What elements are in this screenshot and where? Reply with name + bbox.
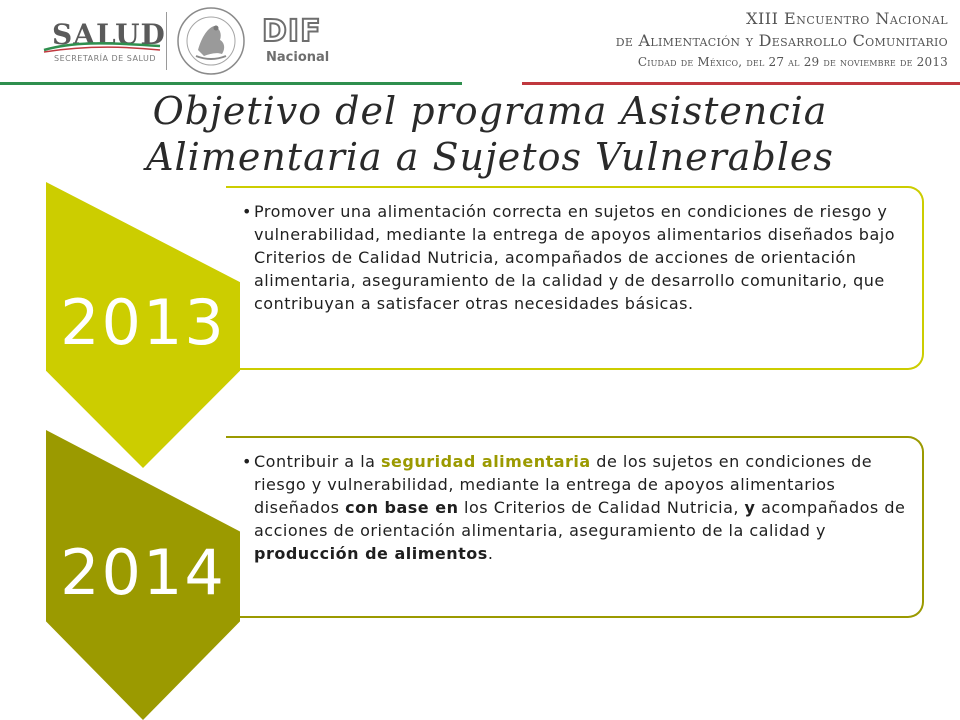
objective-2014-part-3: de los sujetos en condiciones de riesgo y vulnerabilidad, mediante la entrega de apoyos alimentarios diseñados: [254, 452, 873, 517]
dif-logo-name: DIF: [262, 14, 322, 49]
salud-logo-subtitle: SECRETARÍA DE SALUD: [54, 54, 157, 63]
year-label-2014: 2014: [60, 536, 226, 609]
objective-box-2013: [226, 186, 924, 370]
event-info: [518, 8, 948, 72]
page-title-line-1: Objetivo del programa Asistencia: [152, 89, 828, 133]
salud-logo-name: SALUD: [52, 18, 166, 51]
page-title-line-2: Alimentaria a Sujetos Vulnerables: [146, 135, 834, 179]
bold-y: y: [744, 498, 756, 517]
header-green-bar: [0, 82, 462, 85]
objective-2014-part-9: .: [487, 544, 494, 563]
event-date-location: Ciudad de México, del 27 al 29 de noviembre de 2013: [637, 55, 948, 69]
objective-2014-part-5: los Criterios de Calidad Nutricia,: [458, 498, 745, 517]
salud-swoosh-icon: [42, 40, 164, 54]
objective-text-2014: [242, 450, 914, 565]
dif-logo-subtitle: Nacional: [266, 50, 330, 65]
year-label-2013: 2013: [60, 286, 226, 359]
bullet-icon: •: [242, 202, 252, 221]
dif-logo: [258, 14, 338, 70]
bullet-icon: •: [242, 452, 252, 471]
header: [0, 0, 960, 92]
objective-2014-part-7: acompañados de acciones de orientación alimentaria, aseguramiento de la calidad y: [254, 498, 906, 540]
salud-logo: [42, 10, 166, 72]
bold-produccion-de-alimentos: producción de alimentos: [254, 544, 488, 563]
event-subtitle: de Alimentación y Desarrollo Comunitario: [615, 31, 948, 50]
logo-divider: [166, 12, 167, 70]
objective-2014-part-1: Contribuir a la: [254, 452, 382, 471]
objective-2013-body: Promover una alimentación correcta en sujetos en condiciones de riesgo y vulnerabilidad, mediante la entrega de apoyos alimentarios diseñados bajo Criterios de Calidad Nutricia, acompañados de acciones de orientación alimentaria, aseguramiento de la calidad y de desarrollo comunitario, que contribuyan a satisfacer otras necesidades básicas.: [254, 202, 895, 313]
event-title: XIII Encuentro Nacional: [746, 9, 948, 28]
mexican-seal-icon: [176, 6, 246, 76]
header-red-bar: [522, 82, 960, 85]
objective-box-2014: [226, 436, 924, 618]
bold-con-base-en: con base en: [345, 498, 459, 517]
highlight-seguridad-alimentaria: seguridad alimentaria: [381, 452, 591, 471]
objective-text-2013: [242, 200, 914, 315]
page-title: [60, 88, 920, 180]
